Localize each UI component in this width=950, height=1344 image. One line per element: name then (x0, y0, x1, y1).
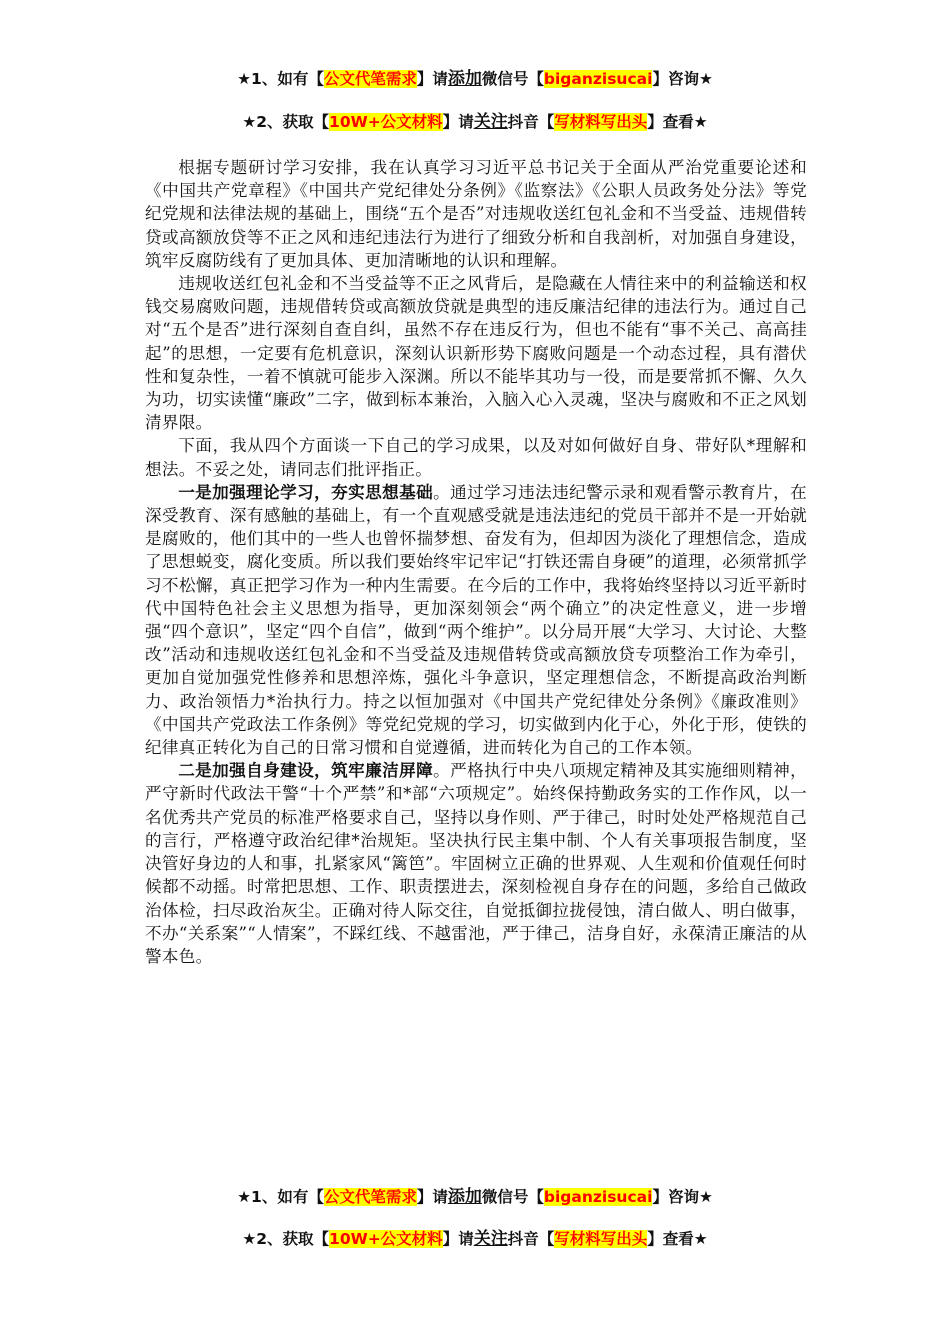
document-body (145, 156, 807, 968)
highlight-materials: 10W+公文材料 (329, 113, 443, 131)
point-two-heading: 二是加强自身建设，筑牢廉洁屏障 (178, 760, 434, 781)
highlight-douyin-account: 写材料写出头 (554, 1230, 648, 1248)
underlined-follow: 关注 (473, 112, 508, 132)
underlined-add: 添加 (447, 69, 482, 89)
bottom-promo-line-2: ★2、获取【10W+公文材料】请关注抖音【写材料写出头】查看★ (242, 1229, 708, 1249)
paragraph-point-one: 一是加强理论学习，夯实思想基础。通过学习违法违纪警示录和观看警示教育片，在深受教育、深有感触的基础上，有一个直观感受就是违法违纪的党员干部并不是一开始就是腐败的，他们其中的一些人也曾怀揣梦想、奋发有为，但却因为淡化了理想信念，造成了思想蜕变，腐化变质。所以我们要始终牢记牢记“打铁还需自身硬”的道理，必须常抓学习不松懈，真正把学习作为一种内生需要。在今后的工作中，我将始终坚持以习近平新时代中国特色社会主义思想为指导，更加深刻领会“两个确立”的决定性意义，进一步增强“四个意识”，坚定“四个自信”，做到“两个维护”。以分局开展“大学习、大讨论、大整改”活动和违规收送红包礼金和不当受益及违规借转贷或高额放贷专项整治工作为牵引，更加自觉加强党性修养和思想淬炼，强化斗争意识，坚定理想信念，不断提高政治判断力、政治领悟力*治执行力。持之以恒加强对《中国共产党纪律处分条例》《廉政准则》《中国共产党政法工作条例》等党纪党规的学习，切实做到内化于心，外化于形，使铁的纪律真正转化为自己的日常习惯和自觉遵循，进而转化为自己的工作本领。 (145, 481, 807, 758)
paragraph-analysis: 违规收送红包礼金和不当受益等不正之风背后，是隐藏在人情往来中的利益输送和权钱交易腐败问题，违规借转贷或高额放贷就是典型的违反廉洁纪律的违法行为。通过自己对“五个是否”进行深刻自查自纠，虽然不存在违反行为，但也不能有“事不关己、高高挂起”的思想，一定要有危机意识，深刻认识新形势下腐败问题是一个动态过程，具有潜伏性和复杂性，一着不慎就可能步入深渊。所以不能毕其功与一役，而是要常抓不懈、久久为功，切实读懂“廉政”二字，做到标本兼治，入脑入心入灵魂，坚决与腐败和不正之风划清界限。 (145, 274, 807, 433)
paragraph-point-two: 二是加强自身建设，筑牢廉洁屏障。严格执行中央八项规定精神及其实施细则精神，严守新时代政法干警“十个严禁”和*部“六项规定”。始终保持勤政务实的工作作风，以一名优秀共产党员的标准严格要求自己，坚持以身作则、严于律己，时时处处严格规范自己的言行，严格遵守政治纪律*治规矩。坚决执行民主集中制、个人有关事项报告制度，坚决管好身边的人和事，扎紧家风“篱笆”。牢固树立正确的世界观、人生观和价值观任何时候都不动摇。时常把思想、工作、职责摆进去，深刻检视自身存在的问题，多给自己做政治体检，扫尽政治灰尘。正确对待人际交往，自觉抵御拉拢侵蚀，清白做人、明白做事，不办“关系案”“人情案”，不踩红线、不越雷池，严于律己，洁身自好，永葆清正廉洁的从警本色。 (145, 760, 807, 966)
underlined-add: 添加 (447, 1187, 482, 1207)
highlight-wechat-id: biganzisucai (543, 70, 653, 88)
top-promo-line-2: ★2、获取【10W+公文材料】请关注抖音【写材料写出头】查看★ (242, 112, 708, 132)
underlined-follow: 关注 (473, 1229, 508, 1249)
highlight-ghostwriting: 公文代笔需求 (323, 1188, 417, 1206)
point-one-heading: 一是加强理论学习，夯实思想基础 (178, 481, 434, 502)
highlight-wechat-id: biganzisucai (543, 1188, 653, 1206)
top-promo-line-1: ★1、如有【公文代笔需求】请添加微信号【biganzisucai】咨询★ (237, 69, 713, 89)
highlight-douyin-account: 写材料写出头 (554, 113, 648, 131)
bottom-promo-line-1: ★1、如有【公文代笔需求】请添加微信号【biganzisucai】咨询★ (237, 1187, 713, 1207)
paragraph-overview: 下面，我从四个方面谈一下自己的学习成果，以及对如何做好自身、带好队*理解和想法。不妥之处，请同志们批评指正。 (145, 436, 807, 479)
highlight-ghostwriting: 公文代笔需求 (323, 70, 417, 88)
highlight-materials: 10W+公文材料 (329, 1230, 443, 1248)
paragraph-intro: 根据专题研讨学习安排，我在认真学习习近平总书记关于全面从严治党重要论述和《中国共产党章程》《中国共产党纪律处分条例》《监察法》《公职人员政务处分法》等党纪党规和法律法规的基础上，围绕“五个是否”对违规收送红包礼金和不当受益、违规借转贷或高额放贷等不正之风和违纪违法行为进行了细致分析和自我剖析，对加强自身建设，筑牢反腐防线有了更加具体、更加清晰地的认识和理解。 (145, 158, 807, 270)
